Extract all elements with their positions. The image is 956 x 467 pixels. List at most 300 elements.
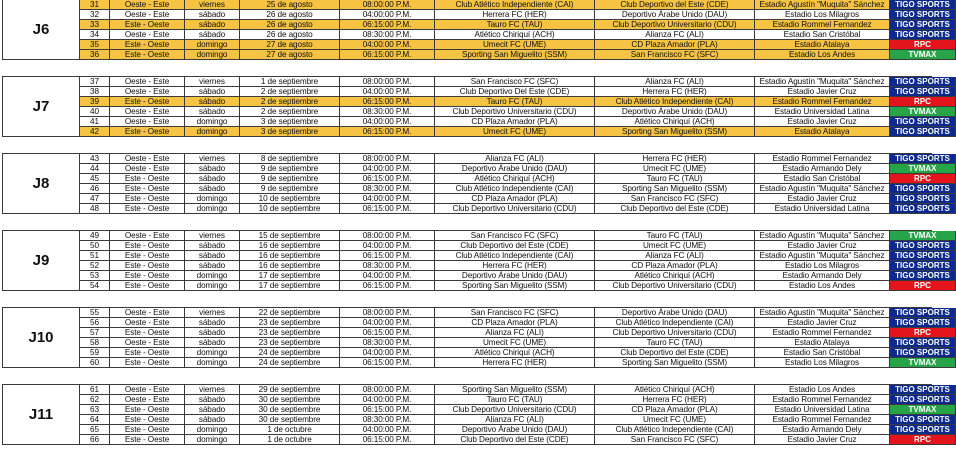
away-team-cell: Club Deportivo del Este (CDE) [595, 0, 755, 10]
weekday-cell: domingo [185, 281, 240, 291]
direction-cell: Este - Oeste [110, 204, 185, 214]
time-cell: 08:30:00 P.M. [340, 107, 435, 117]
direction-cell: Oeste - Este [110, 0, 185, 10]
weekday-cell: viernes [185, 231, 240, 241]
home-team-cell: Tauro FC (TAU) [435, 20, 595, 30]
table-row [80, 20, 956, 30]
table-row [80, 271, 956, 281]
venue-cell: Estadio Rommel Fernandez [755, 97, 890, 107]
weekday-cell: viernes [185, 77, 240, 87]
venue-cell: Estadio Los Milagros [755, 261, 890, 271]
date-cell: 3 de septiembre [240, 117, 340, 127]
direction-cell: Oeste - Este [110, 318, 185, 328]
time-cell: 04:00:00 P.M. [340, 395, 435, 405]
direction-cell: Oeste - Este [110, 87, 185, 97]
date-cell: 15 de septiembre [240, 231, 340, 241]
venue-cell: Estadio Los Andes [755, 281, 890, 291]
table-row [80, 281, 956, 291]
direction-cell: Este - Oeste [110, 194, 185, 204]
venue-cell: Estadio Rommel Fernandez [755, 328, 890, 338]
direction-cell: Este - Oeste [110, 328, 185, 338]
venue-cell: Estadio Javier Cruz [755, 87, 890, 97]
table-row [80, 395, 956, 405]
venue-cell: Estadio Atalaya [755, 40, 890, 50]
date-cell: 1 de octubre [240, 425, 340, 435]
direction-cell: Este - Oeste [110, 174, 185, 184]
home-team-cell: Atlético Chiriquí (ACH) [435, 174, 595, 184]
broadcaster-cell: TIGO SPORTS [890, 261, 956, 271]
weekday-cell: sábado [185, 415, 240, 425]
time-cell: 04:00:00 P.M. [340, 10, 435, 20]
home-team-cell: Club Atlético Independiente (CAI) [435, 0, 595, 10]
broadcaster-cell: RPC [890, 174, 956, 184]
venue-cell: Estadio Rommel Fernandez [755, 20, 890, 30]
direction-cell: Este - Oeste [110, 20, 185, 30]
weekday-cell: domingo [185, 204, 240, 214]
table-row [80, 231, 956, 241]
broadcaster-cell: TIGO SPORTS [890, 117, 956, 127]
venue-cell: Estadio Armando Dely [755, 271, 890, 281]
match-number-cell: 42 [80, 127, 110, 137]
broadcaster-cell: TIGO SPORTS [890, 194, 956, 204]
match-number-cell: 63 [80, 405, 110, 415]
round-label: J9 [2, 231, 80, 291]
home-team-cell: Alianza FC (ALI) [435, 328, 595, 338]
direction-cell: Este - Oeste [110, 184, 185, 194]
away-team-cell: Tauro FC (TAU) [595, 338, 755, 348]
weekday-cell: viernes [185, 308, 240, 318]
time-cell: 06:15:00 P.M. [340, 20, 435, 30]
time-cell: 04:00:00 P.M. [340, 241, 435, 251]
match-number-cell: 47 [80, 194, 110, 204]
away-team-cell: Club Atlético Independiente (CAI) [595, 318, 755, 328]
direction-cell: Oeste - Este [110, 395, 185, 405]
broadcaster-cell: TIGO SPORTS [890, 154, 956, 164]
home-team-cell: CD Plaza Amador (PLA) [435, 194, 595, 204]
direction-cell: Este - Oeste [110, 127, 185, 137]
match-number-cell: 33 [80, 20, 110, 30]
time-cell: 06:15:00 P.M. [340, 251, 435, 261]
table-row [80, 204, 956, 214]
date-cell: 24 de septiembre [240, 348, 340, 358]
away-team-cell: Umecit FC (UME) [595, 241, 755, 251]
weekday-cell: sábado [185, 107, 240, 117]
weekday-cell: sábado [185, 10, 240, 20]
away-team-cell: Club Deportivo del Este (CDE) [595, 348, 755, 358]
weekday-cell: domingo [185, 348, 240, 358]
home-team-cell: Deportivo Árabe Unido (DAU) [435, 164, 595, 174]
match-number-cell: 44 [80, 164, 110, 174]
home-team-cell: Deportivo Árabe Unido (DAU) [435, 271, 595, 281]
home-team-cell: Tauro FC (TAU) [435, 97, 595, 107]
direction-cell: Oeste - Este [110, 117, 185, 127]
weekday-cell: domingo [185, 425, 240, 435]
match-number-cell: 54 [80, 281, 110, 291]
weekday-cell: sábado [185, 164, 240, 174]
broadcaster-cell: TIGO SPORTS [890, 425, 956, 435]
date-cell: 10 de septiembre [240, 194, 340, 204]
away-team-cell: San Francisco FC (SFC) [595, 194, 755, 204]
away-team-cell: CD Plaza Amador (PLA) [595, 40, 755, 50]
venue-cell: Estadio Javier Cruz [755, 117, 890, 127]
home-team-cell: Club Deportivo Universitario (CDU) [435, 204, 595, 214]
match-number-cell: 34 [80, 30, 110, 40]
away-team-cell: Club Deportivo Universitario (CDU) [595, 20, 755, 30]
away-team-cell: Herrera FC (HER) [595, 395, 755, 405]
direction-cell: Este - Oeste [110, 261, 185, 271]
direction-cell: Oeste - Este [110, 338, 185, 348]
broadcaster-cell: TVMAX [890, 107, 956, 117]
time-cell: 06:15:00 P.M. [340, 97, 435, 107]
table-row [80, 97, 956, 107]
broadcaster-cell: TVMAX [890, 50, 956, 60]
time-cell: 08:00:00 P.M. [340, 154, 435, 164]
venue-cell: Estadio Javier Cruz [755, 318, 890, 328]
venue-cell: Estadio Universidad Latina [755, 204, 890, 214]
weekday-cell: domingo [185, 127, 240, 137]
direction-cell: Este - Oeste [110, 271, 185, 281]
match-number-cell: 52 [80, 261, 110, 271]
venue-cell: Estadio Universidad Latina [755, 107, 890, 117]
venue-cell: Estadio Universidad Latina [755, 405, 890, 415]
away-team-cell: Club Deportivo del Este (CDE) [595, 204, 755, 214]
venue-cell: Estadio Rommel Fernandez [755, 154, 890, 164]
broadcaster-cell: TIGO SPORTS [890, 30, 956, 40]
weekday-cell: sábado [185, 338, 240, 348]
date-cell: 9 de septiembre [240, 164, 340, 174]
venue-cell: Estadio Los Andes [755, 50, 890, 60]
match-number-cell: 61 [80, 385, 110, 395]
time-cell: 04:00:00 P.M. [340, 87, 435, 97]
match-number-cell: 32 [80, 10, 110, 20]
away-team-cell: Deportivo Árabe Unido (DAU) [595, 107, 755, 117]
home-team-cell: Sporting San Miguelito (SSM) [435, 281, 595, 291]
table-row [80, 10, 956, 20]
match-number-cell: 36 [80, 50, 110, 60]
date-cell: 23 de septiembre [240, 338, 340, 348]
weekday-cell: domingo [185, 271, 240, 281]
time-cell: 08:30:00 P.M. [340, 415, 435, 425]
home-team-cell: Herrera FC (HER) [435, 261, 595, 271]
direction-cell: Oeste - Este [110, 308, 185, 318]
table-row [80, 164, 956, 174]
time-cell: 04:00:00 P.M. [340, 271, 435, 281]
venue-cell: Estadio Agustín "Muquita" Sánchez [755, 308, 890, 318]
match-number-cell: 35 [80, 40, 110, 50]
away-team-cell: Atlético Chiriquí (ACH) [595, 117, 755, 127]
date-cell: 23 de septiembre [240, 318, 340, 328]
match-number-cell: 37 [80, 77, 110, 87]
direction-cell: Oeste - Este [110, 164, 185, 174]
date-cell: 17 de septiembre [240, 271, 340, 281]
match-number-cell: 65 [80, 425, 110, 435]
home-team-cell: San Francisco FC (SFC) [435, 231, 595, 241]
weekday-cell: sábado [185, 328, 240, 338]
home-team-cell: Club Deportivo Universitario (CDU) [435, 107, 595, 117]
away-team-cell: Sporting San Miguelito (SSM) [595, 358, 755, 368]
match-number-cell: 46 [80, 184, 110, 194]
home-team-cell: Club Atlético Independiente (CAI) [435, 251, 595, 261]
table-row [80, 328, 956, 338]
direction-cell: Oeste - Este [110, 231, 185, 241]
match-number-cell: 59 [80, 348, 110, 358]
match-number-cell: 53 [80, 271, 110, 281]
time-cell: 06:15:00 P.M. [340, 435, 435, 445]
direction-cell: Este - Oeste [110, 50, 185, 60]
round-label: J6 [2, 0, 80, 60]
home-team-cell: San Francisco FC (SFC) [435, 308, 595, 318]
broadcaster-cell: TIGO SPORTS [890, 87, 956, 97]
weekday-cell: domingo [185, 117, 240, 127]
broadcaster-cell: TIGO SPORTS [890, 241, 956, 251]
home-team-cell: CD Plaza Amador (PLA) [435, 117, 595, 127]
round-label: J7 [2, 77, 80, 137]
away-team-cell: Atlético Chiriquí (ACH) [595, 385, 755, 395]
away-team-cell: Alianza FC (ALI) [595, 30, 755, 40]
time-cell: 06:15:00 P.M. [340, 358, 435, 368]
table-row [80, 117, 956, 127]
table-row [80, 338, 956, 348]
weekday-cell: sábado [185, 87, 240, 97]
date-cell: 1 de septiembre [240, 77, 340, 87]
date-cell: 27 de agosto [240, 40, 340, 50]
home-team-cell: Deportivo Árabe Unido (DAU) [435, 425, 595, 435]
weekday-cell: viernes [185, 0, 240, 10]
broadcaster-cell: TIGO SPORTS [890, 127, 956, 137]
venue-cell: Estadio Armando Dely [755, 164, 890, 174]
direction-cell: Oeste - Este [110, 154, 185, 164]
away-team-cell: Tauro FC (TAU) [595, 231, 755, 241]
weekday-cell: sábado [185, 395, 240, 405]
match-number-cell: 40 [80, 107, 110, 117]
time-cell: 08:30:00 P.M. [340, 338, 435, 348]
home-team-cell: Herrera FC (HER) [435, 10, 595, 20]
broadcaster-cell: TVMAX [890, 405, 956, 415]
match-number-cell: 56 [80, 318, 110, 328]
venue-cell: Estadio Javier Cruz [755, 194, 890, 204]
direction-cell: Este - Oeste [110, 405, 185, 415]
table-row [80, 30, 956, 40]
date-cell: 25 de agosto [240, 0, 340, 10]
date-cell: 26 de agosto [240, 20, 340, 30]
home-team-cell: Atlético Chiriquí (ACH) [435, 30, 595, 40]
date-cell: 30 de septiembre [240, 395, 340, 405]
venue-cell: Estadio San Cristóbal [755, 348, 890, 358]
broadcaster-cell: TIGO SPORTS [890, 251, 956, 261]
time-cell: 08:30:00 P.M. [340, 184, 435, 194]
venue-cell: Estadio Agustín "Muquita" Sánchez [755, 0, 890, 10]
weekday-cell: sábado [185, 405, 240, 415]
direction-cell: Oeste - Este [110, 77, 185, 87]
table-row [80, 0, 956, 10]
home-team-cell: Club Deportivo Universitario (CDU) [435, 405, 595, 415]
date-cell: 3 de septiembre [240, 127, 340, 137]
table-row [80, 318, 956, 328]
date-cell: 17 de septiembre [240, 281, 340, 291]
home-team-cell: Alianza FC (ALI) [435, 154, 595, 164]
away-team-cell: Club Deportivo Universitario (CDU) [595, 328, 755, 338]
broadcaster-cell: TIGO SPORTS [890, 77, 956, 87]
venue-cell: Estadio Los Andes [755, 385, 890, 395]
home-team-cell: Sporting San Miguelito (SSM) [435, 50, 595, 60]
broadcaster-cell: TIGO SPORTS [890, 385, 956, 395]
away-team-cell: Club Deportivo Universitario (CDU) [595, 281, 755, 291]
weekday-cell: sábado [185, 97, 240, 107]
time-cell: 04:00:00 P.M. [340, 194, 435, 204]
match-number-cell: 51 [80, 251, 110, 261]
table-row [80, 184, 956, 194]
weekday-cell: domingo [185, 435, 240, 445]
broadcaster-cell: TIGO SPORTS [890, 338, 956, 348]
table-row [80, 348, 956, 358]
table-row [80, 127, 956, 137]
table-row [80, 77, 956, 87]
date-cell: 1 de octubre [240, 435, 340, 445]
direction-cell: Este - Oeste [110, 97, 185, 107]
match-number-cell: 58 [80, 338, 110, 348]
time-cell: 04:00:00 P.M. [340, 348, 435, 358]
home-team-cell: Alianza FC (ALI) [435, 415, 595, 425]
venue-cell: Estadio San Cristóbal [755, 30, 890, 40]
away-team-cell: Club Atlético Independiente (CAI) [595, 97, 755, 107]
round-label: J8 [2, 154, 80, 214]
time-cell: 06:15:00 P.M. [340, 204, 435, 214]
away-team-cell: Alianza FC (ALI) [595, 77, 755, 87]
weekday-cell: domingo [185, 40, 240, 50]
match-number-cell: 57 [80, 328, 110, 338]
match-number-cell: 66 [80, 435, 110, 445]
away-team-cell: San Francisco FC (SFC) [595, 435, 755, 445]
date-cell: 2 de septiembre [240, 97, 340, 107]
away-team-cell: Tauro FC (TAU) [595, 174, 755, 184]
venue-cell: Estadio San Cristóbal [755, 174, 890, 184]
time-cell: 06:15:00 P.M. [340, 127, 435, 137]
table-row [80, 251, 956, 261]
table-row [80, 174, 956, 184]
away-team-cell: Sporting San Miguelito (SSM) [595, 184, 755, 194]
match-number-cell: 45 [80, 174, 110, 184]
weekday-cell: sábado [185, 241, 240, 251]
broadcaster-cell: TIGO SPORTS [890, 184, 956, 194]
weekday-cell: sábado [185, 261, 240, 271]
home-team-cell: Umecit FC (UME) [435, 338, 595, 348]
away-team-cell: Alianza FC (ALI) [595, 251, 755, 261]
time-cell: 04:00:00 P.M. [340, 318, 435, 328]
round-label: J10 [2, 308, 80, 368]
table-row [80, 435, 956, 445]
home-team-cell: Club Deportivo del Este (CDE) [435, 241, 595, 251]
home-team-cell: Tauro FC (TAU) [435, 395, 595, 405]
match-number-cell: 38 [80, 87, 110, 97]
table-row [80, 405, 956, 415]
away-team-cell: Club Atlético Independiente (CAI) [595, 425, 755, 435]
away-team-cell: Umecit FC (UME) [595, 164, 755, 174]
away-team-cell: Sporting San Miguelito (SSM) [595, 127, 755, 137]
venue-cell: Estadio Atalaya [755, 127, 890, 137]
match-number-cell: 39 [80, 97, 110, 107]
date-cell: 26 de agosto [240, 30, 340, 40]
direction-cell: Este - Oeste [110, 251, 185, 261]
away-team-cell: CD Plaza Amador (PLA) [595, 405, 755, 415]
time-cell: 08:00:00 P.M. [340, 231, 435, 241]
time-cell: 04:00:00 P.M. [340, 40, 435, 50]
away-team-cell: Umecit FC (UME) [595, 415, 755, 425]
home-team-cell: Sporting San Miguelito (SSM) [435, 385, 595, 395]
table-row [80, 261, 956, 271]
time-cell: 08:30:00 P.M. [340, 30, 435, 40]
home-team-cell: Club Atlético Independiente (CAI) [435, 184, 595, 194]
date-cell: 16 de septiembre [240, 251, 340, 261]
table-row [80, 358, 956, 368]
match-number-cell: 62 [80, 395, 110, 405]
time-cell: 06:15:00 P.M. [340, 405, 435, 415]
date-cell: 30 de septiembre [240, 405, 340, 415]
direction-cell: Oeste - Este [110, 30, 185, 40]
table-row [80, 194, 956, 204]
direction-cell: Este - Oeste [110, 281, 185, 291]
date-cell: 29 de septiembre [240, 385, 340, 395]
time-cell: 06:15:00 P.M. [340, 174, 435, 184]
time-cell: 04:00:00 P.M. [340, 164, 435, 174]
broadcaster-cell: TIGO SPORTS [890, 308, 956, 318]
broadcaster-cell: TIGO SPORTS [890, 20, 956, 30]
venue-cell: Estadio Rommel Fernandez [755, 395, 890, 405]
direction-cell: Este - Oeste [110, 358, 185, 368]
table-row [80, 425, 956, 435]
table-row [80, 87, 956, 97]
broadcaster-cell: TIGO SPORTS [890, 0, 956, 10]
weekday-cell: domingo [185, 194, 240, 204]
weekday-cell: viernes [185, 154, 240, 164]
time-cell: 06:15:00 P.M. [340, 328, 435, 338]
home-team-cell: Umecit FC (UME) [435, 40, 595, 50]
direction-cell: Este - Oeste [110, 425, 185, 435]
time-cell: 06:15:00 P.M. [340, 50, 435, 60]
away-team-cell: Deportivo Árabe Unido (DAU) [595, 308, 755, 318]
match-number-cell: 64 [80, 415, 110, 425]
venue-cell: Estadio Los Milagros [755, 358, 890, 368]
match-number-cell: 49 [80, 231, 110, 241]
home-team-cell: Atlético Chiriquí (ACH) [435, 348, 595, 358]
home-team-cell: Club Deportivo del Este (CDE) [435, 435, 595, 445]
date-cell: 24 de septiembre [240, 358, 340, 368]
date-cell: 8 de septiembre [240, 154, 340, 164]
weekday-cell: sábado [185, 184, 240, 194]
venue-cell: Estadio Agustín "Muquita" Sánchez [755, 77, 890, 87]
table-row [80, 40, 956, 50]
weekday-cell: viernes [185, 385, 240, 395]
broadcaster-cell: RPC [890, 435, 956, 445]
weekday-cell: sábado [185, 318, 240, 328]
time-cell: 04:00:00 P.M. [340, 425, 435, 435]
date-cell: 30 de septiembre [240, 415, 340, 425]
date-cell: 22 de septiembre [240, 308, 340, 318]
broadcaster-cell: RPC [890, 328, 956, 338]
time-cell: 08:00:00 P.M. [340, 0, 435, 10]
weekday-cell: sábado [185, 30, 240, 40]
venue-cell: Estadio Agustín "Muquita" Sánchez [755, 184, 890, 194]
weekday-cell: sábado [185, 174, 240, 184]
date-cell: 9 de septiembre [240, 174, 340, 184]
date-cell: 16 de septiembre [240, 261, 340, 271]
table-row [80, 107, 956, 117]
date-cell: 2 de septiembre [240, 87, 340, 97]
away-team-cell: Herrera FC (HER) [595, 154, 755, 164]
weekday-cell: domingo [185, 50, 240, 60]
direction-cell: Este - Oeste [110, 415, 185, 425]
away-team-cell: Herrera FC (HER) [595, 87, 755, 97]
date-cell: 2 de septiembre [240, 107, 340, 117]
